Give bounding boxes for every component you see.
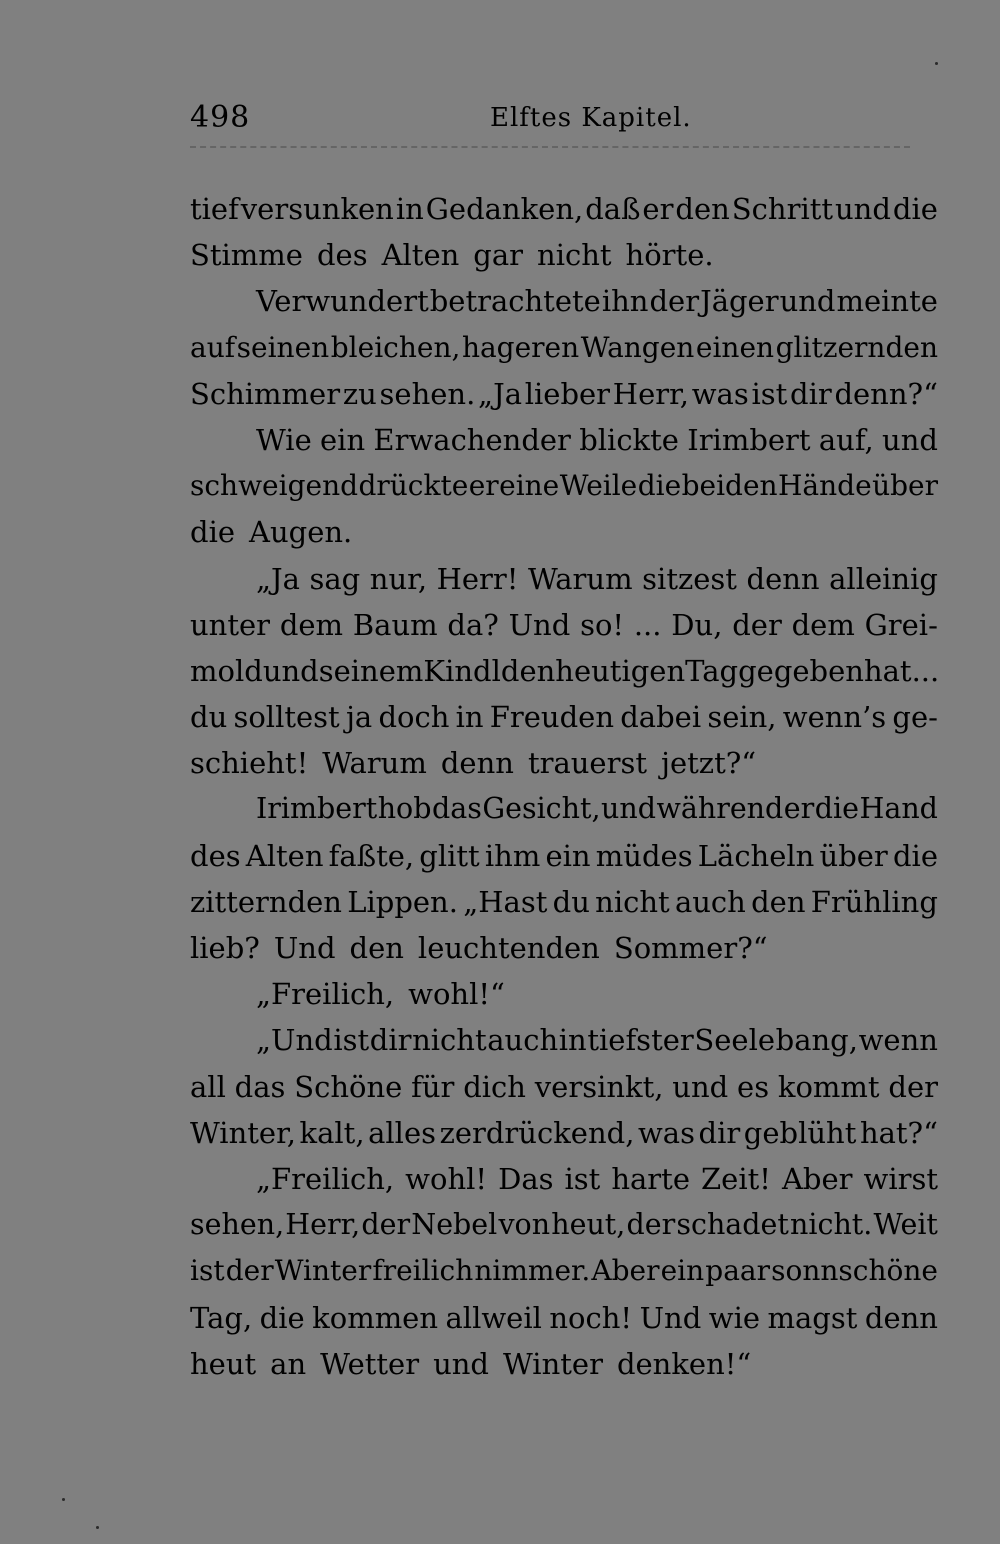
word: Wangen <box>580 330 695 364</box>
word: sag <box>309 561 361 596</box>
word: was <box>637 1115 695 1150</box>
word: „Freilich, <box>256 1161 395 1196</box>
word: Tag <box>685 653 739 688</box>
scan-speck <box>62 1498 65 1501</box>
word: und <box>672 1069 729 1104</box>
word: sonnschöne <box>771 1254 938 1288</box>
word: ist <box>751 376 788 411</box>
word: und <box>601 792 656 826</box>
word: Und <box>508 607 571 642</box>
word: dir <box>369 1023 412 1058</box>
word: „Ja <box>478 376 522 411</box>
word: ist <box>564 1161 601 1196</box>
word: ja <box>345 700 373 735</box>
word: während <box>656 792 784 826</box>
word: hageren <box>461 330 580 364</box>
word: lieber <box>524 376 611 411</box>
word: sehen. <box>379 376 476 411</box>
word: auch <box>674 884 746 919</box>
word: der <box>732 607 782 642</box>
word: ihm <box>484 838 541 873</box>
word: alleinig <box>829 561 938 596</box>
word: „Und <box>256 1023 333 1058</box>
word: ein <box>660 1254 705 1288</box>
word: beiden <box>681 469 778 503</box>
word: dem <box>279 607 344 642</box>
word: er <box>468 469 499 503</box>
word: von <box>498 1208 551 1242</box>
word: es <box>737 1069 770 1104</box>
word: Winter <box>503 1346 603 1381</box>
word: blickte <box>579 422 679 457</box>
text-line <box>190 925 938 971</box>
word: doch <box>378 700 450 735</box>
word: Wie <box>256 422 312 457</box>
word: harte <box>611 1161 690 1196</box>
word: denken!“ <box>616 1346 752 1381</box>
word: alles <box>368 1115 436 1150</box>
text-line <box>190 1110 938 1156</box>
word: das <box>234 1069 286 1104</box>
word: betrachtete <box>429 284 601 319</box>
word: trauerst <box>527 746 647 781</box>
word: Das <box>498 1161 554 1196</box>
word: wenn <box>858 1023 938 1058</box>
word: paar <box>705 1254 770 1288</box>
word: und <box>835 192 891 226</box>
text-line <box>190 509 938 555</box>
word: Sommer?“ <box>613 931 768 965</box>
word: Freuden <box>489 700 615 735</box>
word: Seele <box>694 1023 776 1058</box>
word: denn?“ <box>834 376 938 411</box>
text-line <box>190 971 938 1017</box>
text-line <box>190 1341 938 1387</box>
word: noch! <box>549 1300 633 1335</box>
word: denn <box>440 746 514 781</box>
page-number: 498 <box>190 100 251 135</box>
word: Und <box>639 1300 702 1335</box>
word: ein <box>545 838 591 873</box>
word: der <box>649 284 700 319</box>
word: hat <box>863 653 912 688</box>
word: der <box>361 1208 411 1242</box>
word: du <box>190 700 228 735</box>
word: den <box>675 192 730 226</box>
word: eine <box>499 469 560 503</box>
word: drückte <box>358 469 469 503</box>
word: die <box>259 1300 305 1335</box>
text-line <box>190 186 938 232</box>
text-line <box>190 648 938 694</box>
word: „Freilich, <box>256 977 395 1012</box>
word: Irimbert <box>687 422 811 457</box>
word: des <box>190 838 241 873</box>
word: er <box>642 192 674 226</box>
word: die <box>637 469 682 503</box>
word: wie <box>708 1300 761 1335</box>
word: Nebel <box>411 1208 498 1242</box>
word: und <box>262 653 319 688</box>
word: und <box>882 422 938 457</box>
word: der <box>626 1208 676 1242</box>
word: Warum <box>322 746 427 781</box>
word: kommen <box>312 1300 439 1335</box>
word: Winter <box>274 1254 372 1288</box>
word: über <box>872 469 938 503</box>
word: die <box>892 192 938 226</box>
word: müdes <box>595 838 693 873</box>
word: und <box>433 1346 489 1381</box>
word: Schritt <box>731 192 834 226</box>
word: unter <box>190 607 271 642</box>
text-line <box>190 740 938 786</box>
word: kommt <box>777 1069 880 1104</box>
word: ... <box>633 607 662 642</box>
word: dem <box>791 607 855 642</box>
text-line <box>190 417 938 463</box>
word: den <box>500 653 556 688</box>
word: das <box>431 792 482 826</box>
word: geblüht <box>743 1115 857 1150</box>
word: Irimbert <box>256 792 378 826</box>
word: mold <box>190 653 263 688</box>
word: der <box>225 1254 274 1288</box>
word: auf <box>190 330 236 364</box>
word: auch <box>487 1023 559 1058</box>
word: wirst <box>863 1161 938 1196</box>
word: „Ja <box>256 561 300 596</box>
word: glitzernden <box>775 330 938 364</box>
word: dabei <box>620 700 702 735</box>
word: gar <box>473 238 524 273</box>
text-line <box>190 694 938 740</box>
word: denn <box>746 561 820 596</box>
word: Lächeln <box>697 838 815 873</box>
word: nicht. <box>790 1208 873 1242</box>
word: hörte. <box>625 238 714 273</box>
word: nur, <box>369 561 428 596</box>
text-line <box>190 833 938 879</box>
word: sitzest <box>642 561 737 596</box>
word: die <box>892 838 938 873</box>
word: versinkt, <box>534 1069 664 1104</box>
word: ist <box>190 1254 225 1288</box>
word: Aber <box>591 1254 660 1288</box>
text-line <box>190 371 938 417</box>
word: ist <box>333 1023 370 1058</box>
word: heutigen <box>555 653 686 688</box>
word: in <box>455 700 484 735</box>
word: bang, <box>775 1023 858 1058</box>
word: Frühling <box>810 884 938 919</box>
text-line <box>190 556 938 602</box>
word: Wetter <box>320 1346 420 1381</box>
word: zu <box>342 376 377 411</box>
word: wenn’s <box>782 700 887 735</box>
word: wohl!“ <box>408 977 505 1012</box>
text-line <box>190 879 938 925</box>
word: Baum <box>352 607 438 642</box>
header-rule <box>190 146 910 148</box>
word: er <box>783 792 815 826</box>
text-line <box>190 463 938 509</box>
word: du <box>552 884 590 919</box>
word: faßte, <box>328 838 415 873</box>
word: Alten <box>245 838 324 873</box>
word: des <box>316 238 368 273</box>
word: die <box>814 792 859 826</box>
word: ein <box>320 422 366 457</box>
word: freilich <box>372 1254 474 1288</box>
word: Verwundert <box>256 284 429 319</box>
word: Gesicht, <box>482 792 601 826</box>
word: Hand <box>859 792 938 826</box>
text-line <box>190 1017 938 1063</box>
text-line <box>190 278 938 324</box>
word: Weit <box>873 1208 938 1242</box>
word: seinen <box>236 330 330 364</box>
text-line <box>190 602 938 648</box>
word: den <box>751 884 806 919</box>
word: so! <box>580 607 625 642</box>
word: einen <box>695 330 775 364</box>
word: seinem <box>318 653 424 688</box>
word: die <box>190 515 236 550</box>
word: Warum <box>527 561 633 596</box>
word: was <box>691 376 749 411</box>
word: Schöne <box>294 1069 403 1104</box>
text-line <box>190 1202 938 1248</box>
word: schieht! <box>190 746 309 781</box>
word: daß <box>585 192 641 226</box>
word: Grei- <box>864 607 938 642</box>
word: kalt, <box>299 1115 365 1150</box>
text-line <box>190 1156 938 1202</box>
running-head: Elftes Kapitel. <box>490 103 692 133</box>
word: Lippen. <box>347 884 458 919</box>
word: all <box>190 1069 226 1104</box>
word: jetzt?“ <box>661 746 757 781</box>
body-text <box>190 186 938 1387</box>
word: hob <box>377 792 432 826</box>
word: sein, <box>707 700 777 735</box>
word: an <box>270 1346 307 1381</box>
word: Du, <box>671 607 723 642</box>
word: schweigend <box>190 469 359 503</box>
page-header <box>190 96 936 140</box>
word: der <box>888 1069 938 1104</box>
word: tief <box>190 192 239 226</box>
word: ihn <box>601 284 649 319</box>
word: dir <box>790 376 832 411</box>
text-line <box>190 325 938 371</box>
word: wohl! <box>405 1161 488 1196</box>
word: Weile <box>559 469 638 503</box>
word: allweil <box>445 1300 542 1335</box>
text-line <box>190 786 938 832</box>
word: Und <box>273 931 336 965</box>
word: Erwachender <box>373 422 571 457</box>
word: dir <box>698 1115 741 1150</box>
word: meinte <box>836 284 938 319</box>
word: sehen, <box>190 1208 285 1242</box>
word: gegeben <box>738 653 864 688</box>
word: bleichen, <box>330 330 461 364</box>
word: Kindl <box>423 653 501 688</box>
word: Aber <box>781 1161 853 1196</box>
word: Gedanken, <box>425 192 584 226</box>
word: nicht <box>595 884 670 919</box>
word: auf, <box>818 422 874 457</box>
word: Herr, <box>612 376 689 411</box>
text-line <box>190 1064 938 1110</box>
word: Herr, <box>285 1208 361 1242</box>
word: leuchtenden <box>417 931 600 965</box>
word: denn <box>864 1300 938 1335</box>
word: nimmer. <box>474 1254 591 1288</box>
text-line <box>190 1295 938 1341</box>
word: heut <box>190 1346 257 1381</box>
word: über <box>819 838 888 873</box>
word: nicht <box>412 1023 487 1058</box>
word: zerdrückend, <box>439 1115 635 1150</box>
word: in <box>395 192 424 226</box>
word: magst <box>767 1300 858 1335</box>
text-line <box>190 1248 938 1294</box>
word: Jäger <box>700 284 779 319</box>
word: in <box>558 1023 587 1058</box>
word: glitt <box>419 838 480 873</box>
word: Augen. <box>249 515 353 550</box>
word: Alten <box>381 238 460 273</box>
word: den <box>349 931 404 965</box>
word: Schimmer <box>190 376 341 411</box>
word: ... <box>911 653 940 688</box>
word: versunken <box>240 192 394 226</box>
word: heut, <box>551 1208 626 1242</box>
scan-speck <box>935 62 938 65</box>
word: Herr! <box>436 561 519 596</box>
word: tiefster <box>587 1023 694 1058</box>
word: nicht <box>537 238 612 273</box>
word: schadet <box>676 1208 789 1242</box>
word: zitternden <box>190 884 342 919</box>
text-line <box>190 232 938 278</box>
word: hat?“ <box>859 1115 938 1150</box>
word: Winter, <box>190 1115 296 1150</box>
word: Zeit! <box>701 1161 771 1196</box>
word: Stimme <box>190 238 303 273</box>
scan-speck <box>96 1526 99 1529</box>
word: und <box>779 284 836 319</box>
word: lieb? <box>190 931 260 965</box>
word: „Hast <box>463 884 548 919</box>
word: ge- <box>892 700 938 735</box>
word: für <box>411 1069 455 1104</box>
word: solltest <box>233 700 340 735</box>
word: da? <box>447 607 499 642</box>
word: Hände <box>778 469 872 503</box>
word: Tag, <box>190 1300 253 1335</box>
word: dich <box>463 1069 526 1104</box>
